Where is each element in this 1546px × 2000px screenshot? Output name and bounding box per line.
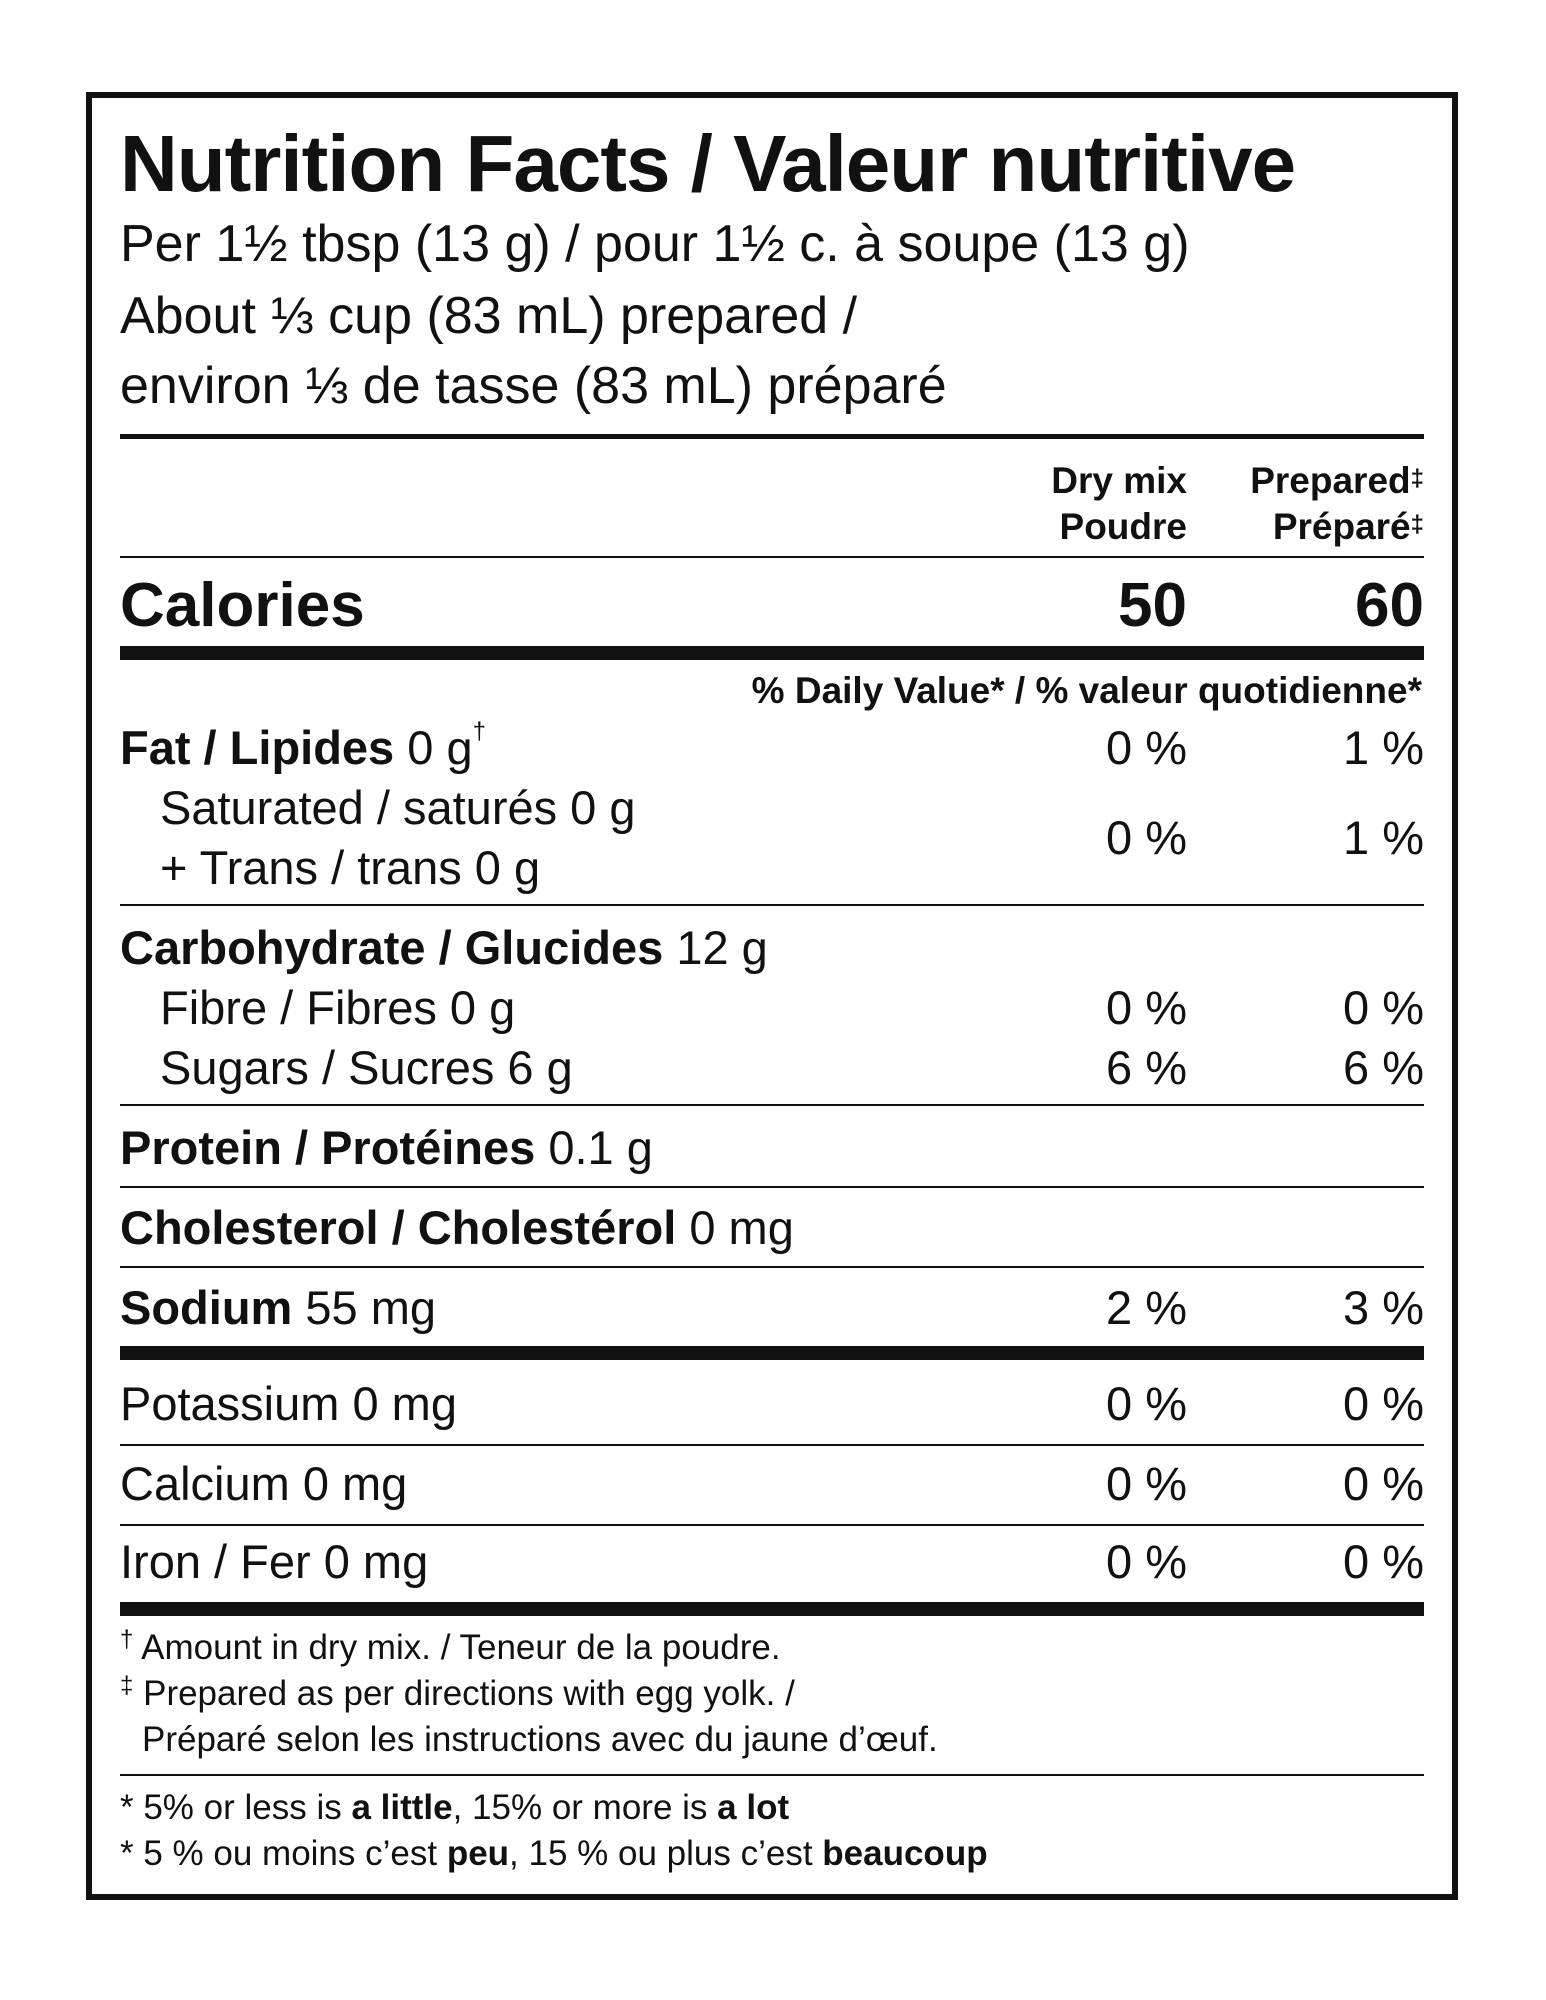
daily-value-guide-fr: * 5 % ou moins c’est peu, 15 % ou plus c’est beaucoup xyxy=(120,1834,988,1873)
footnote-dagger: † Amount in dry mix. / Teneur de la poudre. xyxy=(120,1626,781,1667)
nutrient-fat: Fat / Lipides 0 g† xyxy=(120,718,486,774)
divider xyxy=(120,1444,1424,1446)
sat-trans-prepared-dv: 1 % xyxy=(1343,811,1424,864)
nutrient-fibre: Fibre / Fibres 0 g xyxy=(160,981,516,1034)
calcium-prepared-dv: 0 % xyxy=(1343,1457,1424,1510)
nutrient-carbohydrate: Carbohydrate / Glucides 12 g xyxy=(120,921,768,974)
daily-value-header: % Daily Value* / % valeur quotidienne* xyxy=(751,670,1422,711)
thick-divider xyxy=(120,1602,1424,1616)
calcium-dry-dv: 0 % xyxy=(1106,1457,1187,1510)
nutrient-cholesterol: Cholesterol / Cholestérol 0 mg xyxy=(120,1201,794,1254)
column-header-prepared: Prepared‡ Préparé‡ xyxy=(1250,460,1424,547)
divider xyxy=(120,434,1424,439)
divider xyxy=(120,1104,1424,1106)
potassium-dry-dv: 0 % xyxy=(1106,1377,1187,1430)
sat-trans-dry-dv: 0 % xyxy=(1106,811,1187,864)
nutrient-sugars: Sugars / Sucres 6 g xyxy=(160,1041,573,1094)
fibre-dry-dv: 0 % xyxy=(1106,981,1187,1034)
serving-size-line3: environ ⅓ de tasse (83 mL) préparé xyxy=(120,357,947,415)
nutrient-protein: Protein / Protéines 0.1 g xyxy=(120,1121,653,1174)
divider xyxy=(120,1524,1424,1526)
calories-label: Calories xyxy=(120,571,365,640)
nutrient-sodium: Sodium 55 mg xyxy=(120,1281,437,1334)
serving-size-line2: About ⅓ cup (83 mL) prepared / xyxy=(120,287,858,345)
divider xyxy=(120,904,1424,906)
sugars-dry-dv: 6 % xyxy=(1106,1041,1187,1094)
divider xyxy=(120,1266,1424,1268)
thick-divider xyxy=(120,1346,1424,1360)
calories-prepared-value: 60 xyxy=(1355,571,1424,640)
divider xyxy=(120,1774,1424,1776)
fat-prepared-dv: 1 % xyxy=(1343,721,1424,774)
divider xyxy=(120,556,1424,558)
label-title: Nutrition Facts / Valeur nutritive xyxy=(120,119,1296,208)
serving-size-line1: Per 1½ tbsp (13 g) / pour 1½ c. à soupe (13 g) xyxy=(120,215,1190,273)
sodium-prepared-dv: 3 % xyxy=(1343,1281,1424,1334)
footnote-double-dagger-fr: Préparé selon les instructions avec du jaune d’œuf. xyxy=(142,1720,938,1759)
nutrient-saturated: Saturated / saturés 0 g xyxy=(160,781,636,834)
nutrient-potassium: Potassium 0 mg xyxy=(120,1377,457,1430)
nutrient-iron: Iron / Fer 0 mg xyxy=(120,1535,429,1588)
nutrient-trans: + Trans / trans 0 g xyxy=(160,841,541,894)
daily-value-guide-en: * 5% or less is a little, 15% or more is a lot xyxy=(120,1788,790,1827)
divider xyxy=(120,1186,1424,1188)
sugars-prepared-dv: 6 % xyxy=(1343,1041,1424,1094)
footnote-double-dagger: ‡ Prepared as per directions with egg yolk. / xyxy=(120,1672,795,1713)
sodium-dry-dv: 2 % xyxy=(1106,1281,1187,1334)
fibre-prepared-dv: 0 % xyxy=(1343,981,1424,1034)
fat-dry-dv: 0 % xyxy=(1106,721,1187,774)
iron-prepared-dv: 0 % xyxy=(1343,1535,1424,1588)
column-header-dry-mix: Dry mix Poudre xyxy=(1051,460,1187,547)
iron-dry-dv: 0 % xyxy=(1106,1535,1187,1588)
potassium-prepared-dv: 0 % xyxy=(1343,1377,1424,1430)
calories-dry-value: 50 xyxy=(1118,571,1187,640)
thick-divider xyxy=(120,646,1424,660)
nutrition-facts-panel xyxy=(86,92,1458,1900)
nutrient-calcium: Calcium 0 mg xyxy=(120,1457,408,1510)
